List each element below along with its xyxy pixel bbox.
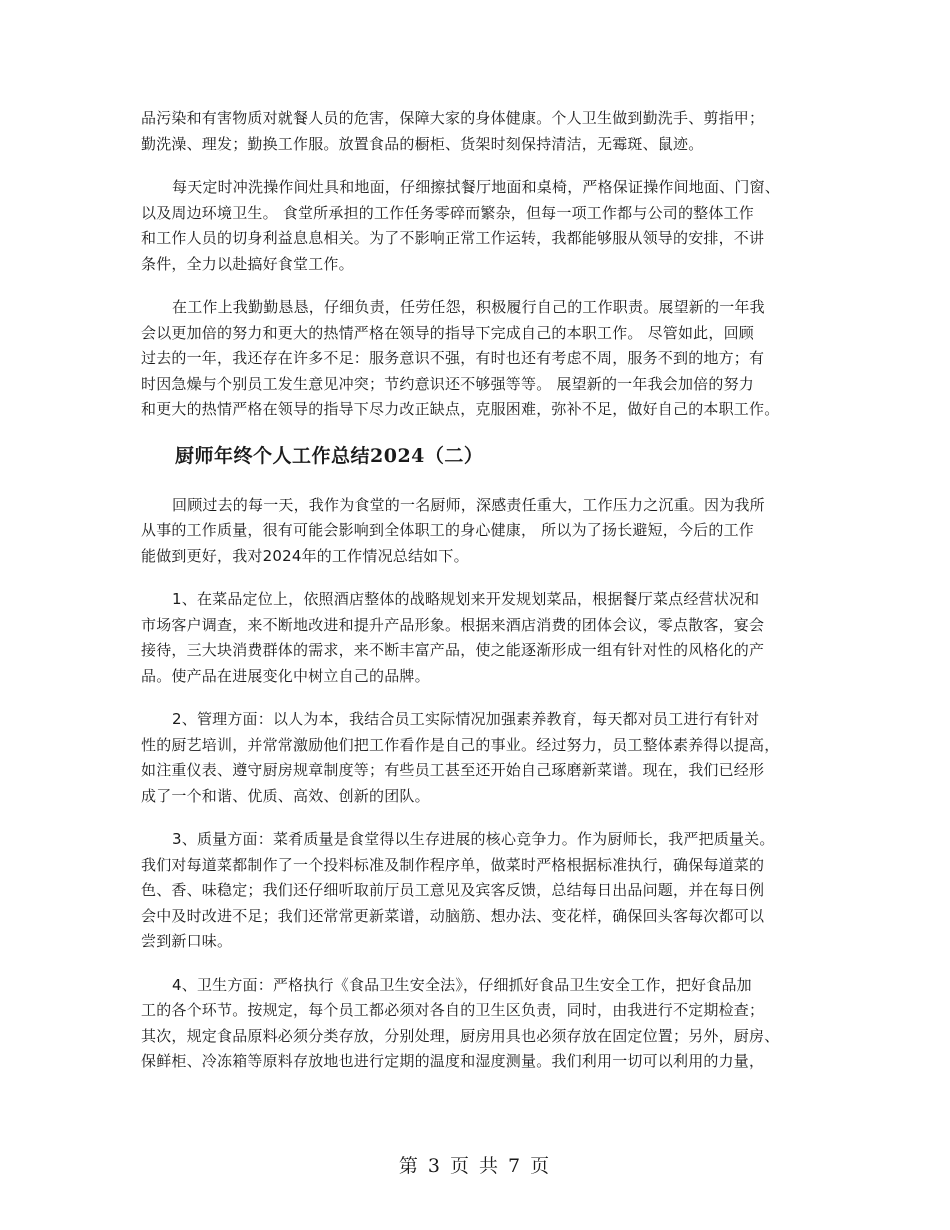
paragraph-6 <box>141 707 821 809</box>
text-line: 色、香、味稳定；我们还仔细听取前厅员工意见及宾客反馈，总结每日出品问题，并在每日例 <box>141 881 765 899</box>
text-line: 接待，三大块消费群体的需求，来不断丰富产品，使之能逐渐形成一组有针对性的风格化的产 <box>141 641 765 659</box>
paragraph-4 <box>141 493 821 570</box>
paragraph-2 <box>141 175 821 277</box>
page-number-footer: 第 3 页 共 7 页 <box>398 1155 552 1177</box>
text-line: 4、卫生方面：严格执行《食品卫生安全法》，仔细抓好食品卫生安全工作，把好食品加 <box>172 975 752 994</box>
text-line: 其次，规定食品原料必须分类存放，分别处理，厨房用具也必须存放在固定位置；另外，厨房、 <box>141 1026 780 1045</box>
text-line: 能做到更好，我对2024年的工作情况总结如下。 <box>141 546 469 565</box>
paragraph-7 <box>141 827 821 955</box>
text-line: 从事的工作质量，很有可能会影响到全体职工的身心健康， 所以为了扬长避短，今后的工作 <box>141 521 754 539</box>
text-line: 会中及时改进不足；我们还常常更新菜谱，动脑筋、想办法、变花样，确保回头客每次都可以 <box>141 906 765 925</box>
text-line: 条件，全力以赴搞好食堂工作。 <box>141 254 354 273</box>
text-line: 时因急燥与个别员工发生意见冲突；节约意识还不够强等等。 展望新的一年我会加倍的努力 <box>141 374 754 393</box>
text-line: 品污染和有害物质对就餐人员的危害，保障大家的身体健康。个人卫生做到勤洗手、剪指甲； <box>141 109 765 127</box>
text-line: 2、管理方面：以人为本，我结合员工实际情况加强素养教育，每天都对员工进行有针对 <box>172 710 760 728</box>
text-line: 和更大的热情严格在领导的指导下尽力改正缺点，克服困难，弥补不足，做好自己的本职工作。 <box>141 400 780 418</box>
text-line: 过去的一年，我还存在许多不足：服务意识不强，有时也还有考虑不周，服务不到的地方；有 <box>141 349 765 367</box>
page-content <box>141 106 821 1075</box>
text-line: 回顾过去的每一天，我作为食堂的一名厨师，深感责任重大，工作压力之沉重。因为我所 <box>172 495 765 514</box>
paragraph-1 <box>141 106 821 157</box>
text-line: 3、质量方面：菜肴质量是食堂得以生存进展的核心竞争力。作为厨师长，我严把质量关。 <box>172 830 775 848</box>
text-line: 保鲜柜、冷冻箱等原料存放地也进行定期的温度和湿度测量。我们利用一切可以利用的力量， <box>141 1052 765 1070</box>
text-line: 工的各个环节。按规定，每个员工都必须对各自的卫生区负责，同时，由我进行不定期检查； <box>141 1001 765 1019</box>
paragraph-3 <box>141 295 821 423</box>
section-heading: 厨师年终个人工作总结2024（二） <box>175 444 484 467</box>
text-line: 市场客户调查，来不断地改进和提升产品形象。根据来酒店消费的团体会议，零点散客，宴会 <box>141 615 765 634</box>
text-line: 在工作上我勤勤恳恳，仔细负责，任劳任怨，积极履行自己的工作职责。展望新的一年我 <box>172 298 765 316</box>
text-line: 成了一个和谐、优质、高效、创新的团队。 <box>141 786 430 805</box>
text-line: 会以更加倍的努力和更大的热情严格在领导的指导下完成自己的本职工作。 尽管如此，回顾 <box>141 323 754 342</box>
text-line: 尝到新口味。 <box>141 932 233 950</box>
text-line: 每天定时冲洗操作间灶具和地面，仔细擦拭餐厅地面和桌椅，严格保证操作间地面、门窗、 <box>172 178 781 196</box>
paragraph-8 <box>141 973 821 1075</box>
paragraph-5 <box>141 587 821 689</box>
text-line: 性的厨艺培训，并常常激励他们把工作看作是自己的事业。经过努力，员工整体素养得以提高， <box>141 735 780 754</box>
text-line: 我们对每道菜都制作了一个投料标准及制作程序单，做菜时严格根据标准执行，确保每道菜的 <box>141 855 765 874</box>
text-line: 以及周边环境卫生。 食堂所承担的工作任务零碎而繁杂，但每一项工作都与公司的整体工作 <box>141 203 754 222</box>
text-line: 如注重仪表、遵守厨房规章制度等；有些员工甚至还开始自己琢磨新菜谱。现在，我们已经形 <box>141 761 765 779</box>
text-line: 和工作人员的切身利益息息相关。为了不影响正常工作运转，我都能够服从领导的安排，不讲 <box>141 229 765 247</box>
text-line: 1、在菜品定位上，依照酒店整体的战略规划来开发规划菜品，根据餐厅菜点经营状况和 <box>172 590 760 608</box>
text-line: 勤洗澡、理发；勤换工作服。放置食品的橱柜、货架时刻保持清洁，无霉斑、鼠迹。 <box>141 134 704 153</box>
text-line: 品。使产品在进展变化中树立自己的品牌。 <box>141 666 430 685</box>
